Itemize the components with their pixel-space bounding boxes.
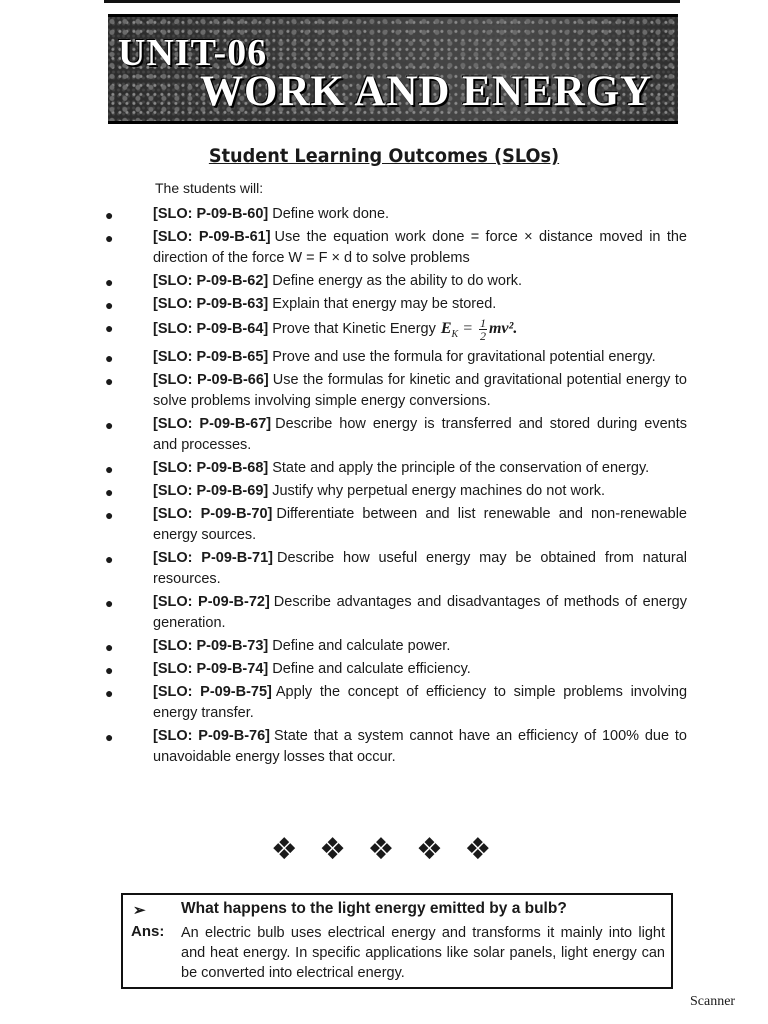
slo-text [153,271,687,292]
question-box [121,893,673,989]
slo-text [153,592,687,634]
slo-item [105,271,687,292]
section-divider-ornaments: ❖ ❖ ❖ ❖ ❖ [270,832,498,867]
slo-description: Describe how energy is transferred and stored during events and processes. [153,416,687,454]
bullet-icon: ● [105,507,114,524]
slo-description: Justify why perpetual energy machines do not work. [272,483,606,500]
slo-description: Use the equation work done = force × distance moved in the direction of the force W = F × d to solve problems [153,229,687,266]
slo-text [153,347,687,368]
slo-text [153,636,687,657]
slo-item [105,592,687,634]
bullet-icon: ● [105,551,114,568]
slo-item [105,204,687,225]
slo-code: [SLO: P-09-B-71] [153,550,274,567]
slo-code: [SLO: P-09-B-67] [153,416,272,433]
slo-code: [SLO: P-09-B-73] [153,638,269,655]
slo-description: Apply the concept of efficiency to simple problems involving energy transfer. [153,684,688,722]
unit-label: UNIT-06 [118,32,268,74]
formula-fraction [479,317,487,342]
kinetic-energy-formula: $E_K$ = $\frac{1}{2}$ mv². [440,316,518,343]
bullet-icon: ● [105,350,114,367]
slo-item [105,636,687,657]
slo-description: Differentiate between and list renewable and non-renewable energy sources. [153,506,687,544]
bullet-icon: ● [105,662,114,679]
bullet-icon: ● [105,685,114,702]
slo-item [105,227,687,269]
fraction-denominator: 2 [479,329,486,343]
slo-text [153,458,687,479]
slo-item [105,347,687,368]
slo-code: [SLO: P-09-B-72] [153,594,270,611]
bullet-icon: ● [105,230,114,246]
slo-code: [SLO: P-09-B-66] [153,372,269,389]
arrow-bullet-icon: ➢ [133,902,146,919]
slo-code: [SLO: P-09-B-60] [153,206,269,222]
slo-description: Define and calculate power. [272,638,451,655]
slo-item [105,317,687,345]
slo-item [105,481,687,502]
slo-description: Use the formulas for kinetic and gravitational potential energy to solve problems involving simple energy conversions. [153,372,687,410]
bullet-icon: ● [105,207,114,223]
bullet-icon: ● [105,373,114,390]
bullet-icon: ● [105,484,114,501]
slo-description: Define and calculate efficiency. [272,661,471,678]
slo-description: Describe advantages and disadvantages of methods of energy generation. [153,594,687,632]
slo-item [105,548,687,590]
unit-title: WORK AND ENERGY [200,68,653,115]
slo-item [105,414,687,456]
slo-text [153,726,687,768]
answer-text: An electric bulb uses electrical energy and transforms it mainly into light and heat energy. In specific applications like solar panels, light energy can be converted into electrical energy. [181,925,665,981]
slo-description: Prove and use the formula for gravitational potential energy. [272,349,656,366]
slo-description: Prove that Kinetic Energy [272,321,436,338]
slo-text [153,294,687,315]
slo-text [153,481,687,502]
slo-item [105,682,687,724]
slo-code: [SLO: P-09-B-62] [153,273,269,289]
top-rule [104,0,680,3]
slo-text [153,227,687,269]
slo-code: [SLO: P-09-B-64] [153,321,269,338]
bullet-icon: ● [105,595,114,612]
slo-text [153,414,687,456]
slo-text [153,204,687,225]
slo-description: Describe how useful energy may be obtained from natural resources. [153,550,687,588]
answer-label: Ans: [131,923,165,940]
slo-description: Define energy as the ability to do work. [272,273,523,289]
slo-code: [SLO: P-09-B-61] [153,229,271,245]
slo-item [105,726,687,768]
formula-symbol: E [440,320,452,338]
slo-intro: The students will: [155,180,264,196]
slo-code: [SLO: P-09-B-65] [153,349,269,366]
slo-text [153,659,687,680]
bullet-icon: ● [105,729,114,746]
formula-tail: mv². [488,320,518,338]
slo-code: [SLO: P-09-B-68] [153,460,269,477]
slo-text [153,370,687,412]
bullet-icon: ● [105,320,114,336]
unit-banner [108,14,678,124]
slo-text [153,504,687,546]
bullet-icon: ● [105,639,114,656]
slo-item [105,659,687,680]
scanner-watermark: Scanner [690,994,736,1009]
slo-code: [SLO: P-09-B-69] [153,483,269,500]
fraction-numerator: 1 [479,316,486,330]
question-text: What happens to the light energy emitted by a bulb? [181,900,567,917]
slo-code: [SLO: P-09-B-75] [153,684,272,701]
formula-subscript: K [451,329,459,341]
bullet-icon: ● [105,274,114,290]
slo-description: State and apply the principle of the conservation of energy. [272,460,650,477]
slo-item [105,458,687,479]
bullet-icon: ● [105,417,114,434]
slo-heading: Student Learning Outcomes (SLOs) [208,145,560,167]
slo-description: Explain that energy may be stored. [272,296,497,312]
slo-description: Define work done. [272,206,390,222]
slo-code: [SLO: P-09-B-74] [153,661,269,678]
slo-item [105,370,687,412]
slo-item [105,504,687,546]
slo-text [153,682,687,724]
slo-list [105,204,687,770]
slo-description: State that a system cannot have an efficiency of 100% due to unavoidable energy losses that occur. [153,728,687,766]
slo-item [105,294,687,315]
slo-code: [SLO: P-09-B-70] [153,506,273,523]
slo-code: [SLO: P-09-B-76] [153,728,271,745]
slo-text [153,548,687,590]
bullet-icon: ● [105,297,114,313]
slo-code: [SLO: P-09-B-63] [153,296,269,312]
bullet-icon: ● [105,461,114,478]
slo-text [153,317,687,345]
